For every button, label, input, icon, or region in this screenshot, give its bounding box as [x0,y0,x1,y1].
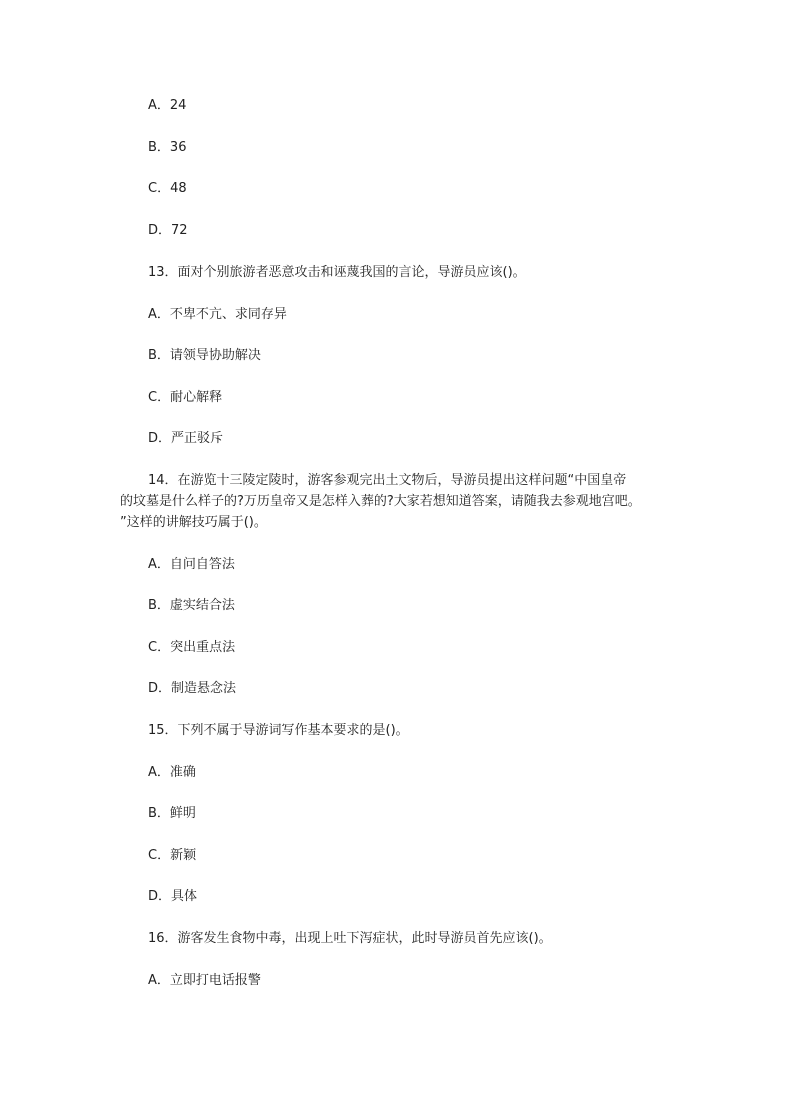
q14-option-a: A．自问自答法 [148,557,235,572]
q12-option-b: B．36 [148,140,187,155]
q13-option-c: C．耐心解释 [148,390,223,405]
q13-option-d: D．严正驳斥 [148,431,224,446]
q15-option-d: D．具体 [148,889,198,904]
q13-stem: 13．面对个别旅游者恶意攻击和诬蔑我国的言论，导游员应该()。 [148,265,526,280]
q13-option-b: B．请领导协助解决 [148,348,261,363]
q14-stem-line-2: 的坟墓是什么样子的?万历皇帝又是怎样入葬的?大家若想知道答案，请随我去参观地宫吧。 [120,494,641,509]
q14-option-c: C．突出重点法 [148,640,236,655]
q16-option-a: A．立即打电话报警 [148,973,261,988]
q14-stem-line-1: 14．在游览十三陵定陵时，游客参观完出土文物后，导游员提出这样问题“中国皇帝 [148,473,627,488]
q12-option-d: D．72 [148,223,188,238]
q15-option-c: C．新颖 [148,848,197,863]
q15-option-a: A．准确 [148,765,196,780]
q16-stem: 16．游客发生食物中毒，出现上吐下泻症状，此时导游员首先应该()。 [148,931,552,946]
q15-option-b: B．鲜明 [148,806,196,821]
q14-stem-line-3: ”这样的讲解技巧属于()。 [120,515,267,530]
q14-option-b: B．虚实结合法 [148,598,235,613]
q14-option-d: D．制造悬念法 [148,681,237,696]
q12-option-c: C．48 [148,181,187,196]
q12-option-a: A．24 [148,98,187,113]
q13-option-a: A．不卑不亢、求同存异 [148,307,287,322]
q15-stem: 15．下列不属于导游词写作基本要求的是()。 [148,723,409,738]
